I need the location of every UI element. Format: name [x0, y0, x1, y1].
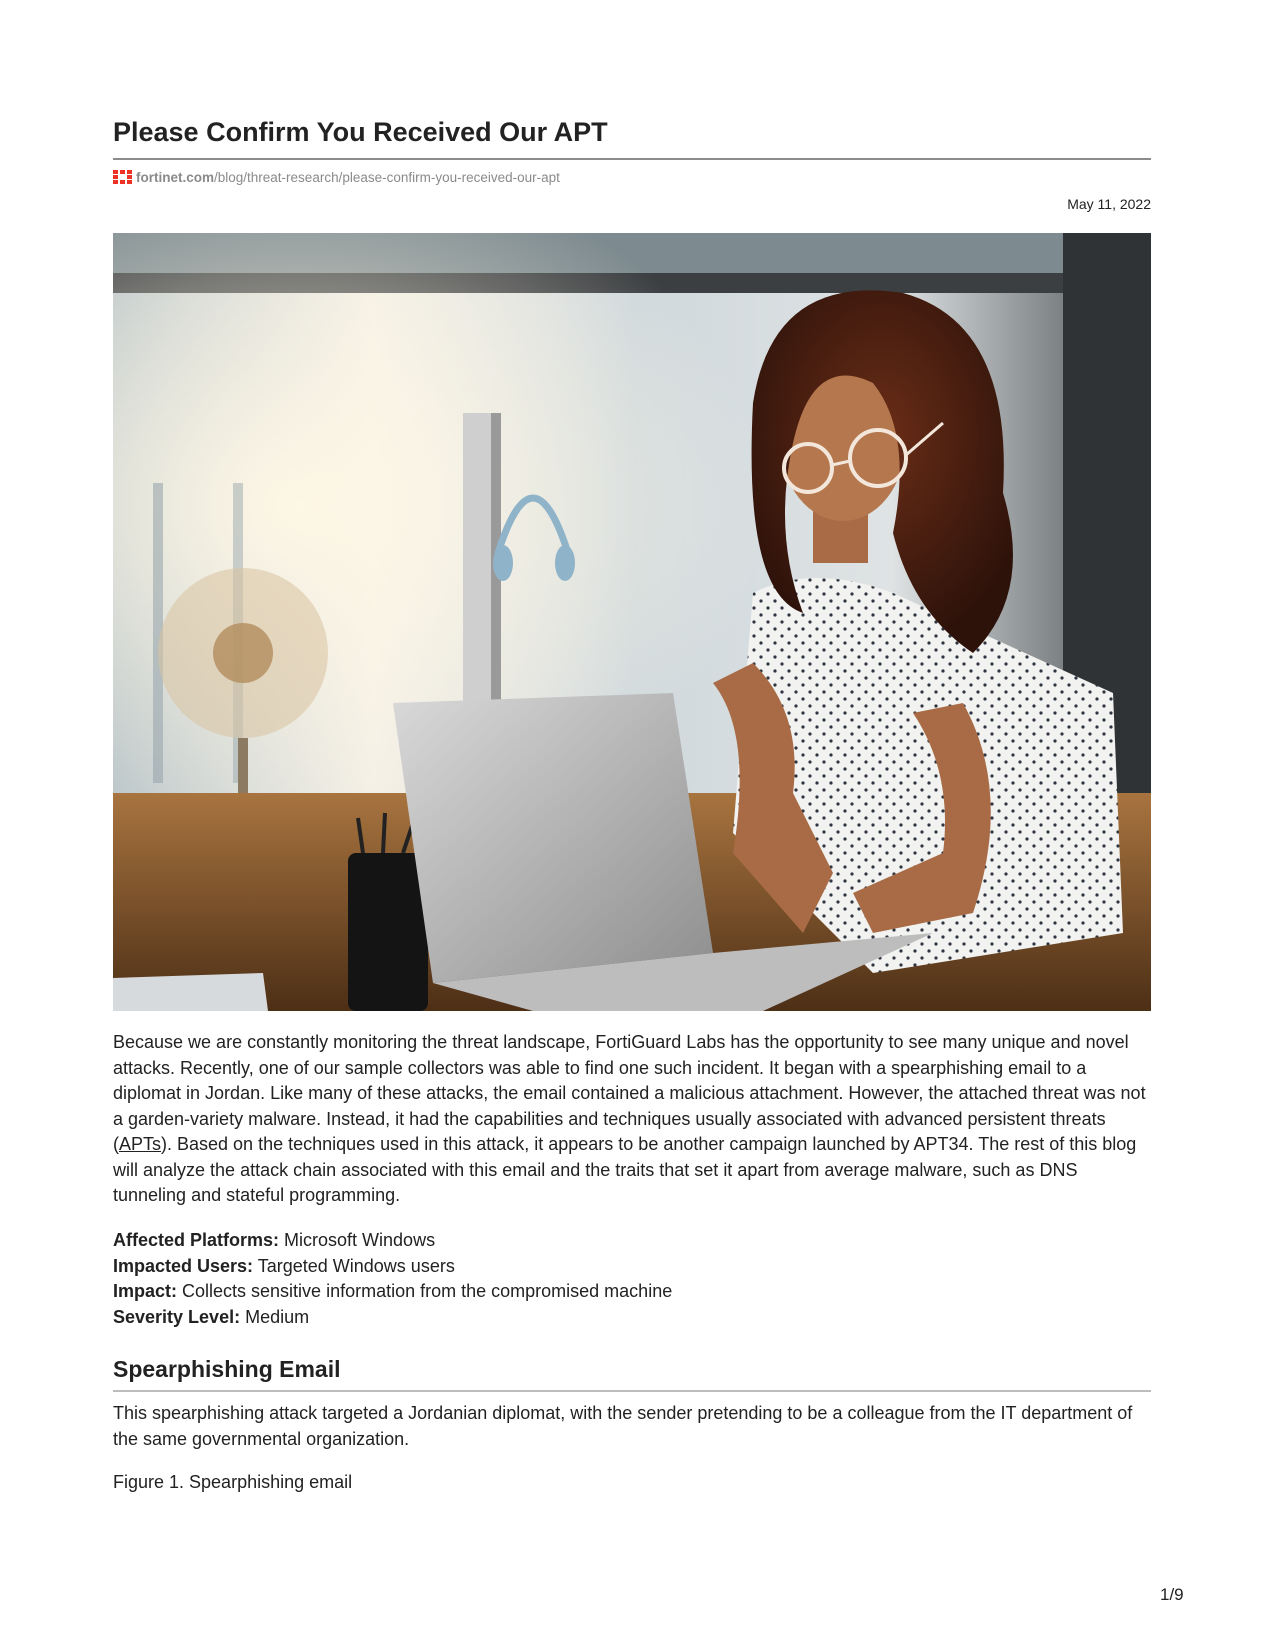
source-url[interactable] [113, 168, 560, 186]
title-divider [113, 158, 1151, 160]
fact-label: Severity Level: [113, 1306, 241, 1327]
fact-label: Impact: [113, 1281, 178, 1301]
fact-value: Collects sensitive information from the compromised machine [177, 1281, 673, 1301]
fact-label: Impacted Users: [113, 1255, 254, 1276]
fact-value: Medium [240, 1306, 310, 1327]
source-path[interactable]: /blog/threat-research/please-confirm-you-received-our-apt [214, 169, 560, 185]
article-title: Please Confirm You Received Our APT [113, 117, 608, 147]
fact-value: Targeted Windows users [253, 1255, 455, 1276]
hero-photo [113, 233, 1151, 1011]
fact-value: Microsoft Windows [279, 1230, 436, 1250]
fact-impacted-users [113, 1254, 1151, 1280]
intro-text-after-link: ). Based on the techniques used in this attack, it appears to be another campaign launched by APT34. The rest of this blog will analyze the attack chain associated with this email and the traits that set it apart from average malware, such as DNS tunneling and stateful programming. [113, 1134, 1137, 1205]
page-number: 1/9 [1160, 1585, 1184, 1604]
section-paragraph: This spearphishing attack targeted a Jordanian diplomat, with the sender pretending to be a colleague from the IT department of the same governmental organization. [113, 1403, 1133, 1449]
intro-paragraph [113, 1030, 1151, 1209]
apts-link[interactable]: APTs [119, 1134, 162, 1154]
figure-caption: Figure 1. Spearphishing email [113, 1472, 353, 1492]
fact-affected-platforms [113, 1228, 1151, 1254]
section-heading: Spearphishing Email [113, 1356, 341, 1382]
fact-severity-level [113, 1305, 1151, 1331]
intro-text-before-link: Because we are constantly monitoring the threat landscape, FortiGuard Labs has the opportunity to see many unique and novel attacks. Recently, one of our sample collectors was able to find one such incident. It began with a spearphishing email to a diplomat in Jordan. Like many of these attacks, the email contained a malicious attachment. However, the attached threat was not a garden-variety malware. Instead, it had the capabilities and techniques usually associated with advanced persistent threats ( [113, 1032, 1146, 1154]
section-divider [113, 1390, 1151, 1392]
publish-date: May 11, 2022 [1067, 196, 1151, 212]
threat-facts [113, 1228, 1151, 1330]
fortinet-logo-icon [113, 170, 132, 184]
fact-impact [113, 1279, 1151, 1305]
source-domain[interactable]: fortinet.com [136, 169, 215, 185]
fact-label: Affected Platforms: [113, 1230, 280, 1250]
